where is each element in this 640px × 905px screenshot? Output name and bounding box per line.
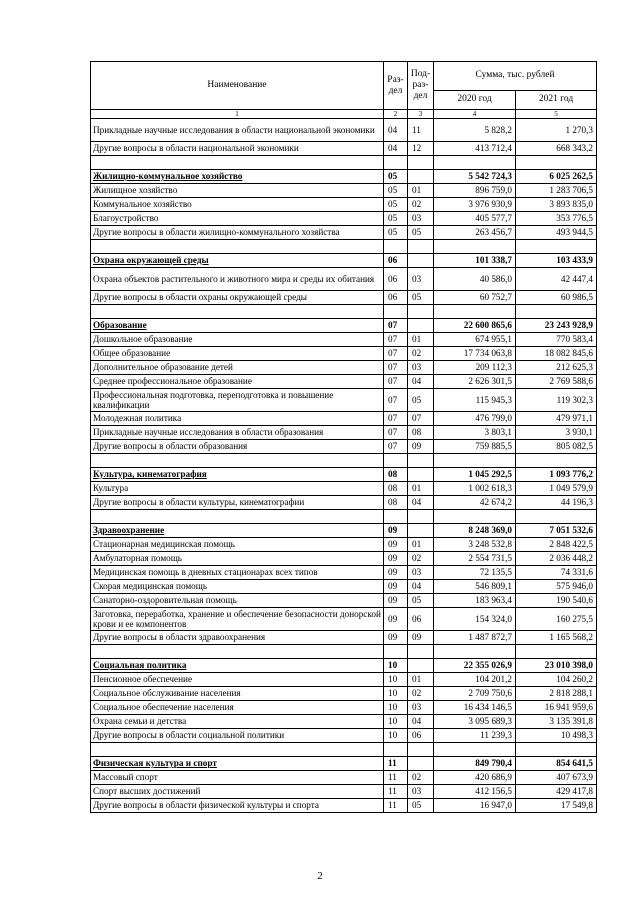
empty-cell [516, 645, 597, 659]
row-name: Заготовка, переработка, хранение и обеспечение безопасности донорской крови и ее компонентов [91, 608, 384, 631]
row-podrazdel: 05 [408, 799, 434, 813]
blank-row [91, 454, 597, 468]
row-name: Амбулаторная помощь [91, 552, 384, 566]
row-name: Физическая культура и спорт [91, 757, 384, 771]
row-amount-2020: 5 828,2 [434, 119, 516, 142]
empty-cell [434, 743, 516, 757]
row-razdel: 09 [384, 566, 408, 580]
row-amount-2021: 1 283 706,5 [516, 184, 597, 198]
row-podrazdel: 03 [408, 212, 434, 226]
table-row [91, 771, 597, 785]
row-name: Здравоохранение [91, 524, 384, 538]
row-name: Среднее профессиональное образование [91, 375, 384, 389]
row-razdel: 08 [384, 468, 408, 482]
row-name: Социальное обслуживание населения [91, 687, 384, 701]
blank-row [91, 240, 597, 254]
row-amount-2021: 493 944,5 [516, 226, 597, 240]
empty-cell [408, 156, 434, 170]
row-amount-2021: 3 135 391,8 [516, 715, 597, 729]
empty-cell [516, 510, 597, 524]
row-razdel: 06 [384, 254, 408, 268]
row-name: Охрана объектов растительного и животного мира и среды их обитания [91, 268, 384, 291]
table-row [91, 291, 597, 305]
row-amount-2021: 575 946,0 [516, 580, 597, 594]
table-row [91, 729, 597, 743]
row-podrazdel: 03 [408, 701, 434, 715]
row-name: Другие вопросы в области образования [91, 440, 384, 454]
row-name: Другие вопросы в области здравоохранения [91, 631, 384, 645]
row-amount-2021: 805 082,5 [516, 440, 597, 454]
row-amount-2020: 1 487 872,7 [434, 631, 516, 645]
row-razdel: 07 [384, 412, 408, 426]
column-number: 2 [384, 110, 408, 119]
row-name: Стационарная медицинская помощь [91, 538, 384, 552]
table-row [91, 268, 597, 291]
row-amount-2020: 22 355 026,9 [434, 659, 516, 673]
row-razdel: 04 [384, 119, 408, 142]
empty-cell [516, 240, 597, 254]
table-row [91, 608, 597, 631]
row-name: Коммунальное хозяйство [91, 198, 384, 212]
row-amount-2021: 16 941 959,6 [516, 701, 597, 715]
row-amount-2021: 190 540,6 [516, 594, 597, 608]
table-row [91, 347, 597, 361]
empty-cell [91, 454, 384, 468]
row-podrazdel: 02 [408, 198, 434, 212]
row-amount-2021: 2 769 588,6 [516, 375, 597, 389]
row-podrazdel: 05 [408, 226, 434, 240]
row-razdel: 09 [384, 631, 408, 645]
row-amount-2020: 2 554 731,5 [434, 552, 516, 566]
column-number: 3 [408, 110, 434, 119]
row-name: Культура [91, 482, 384, 496]
row-podrazdel: 09 [408, 631, 434, 645]
row-amount-2021: 407 673,9 [516, 771, 597, 785]
row-razdel: 07 [384, 426, 408, 440]
row-amount-2021: 1 270,3 [516, 119, 597, 142]
section-row [91, 254, 597, 268]
row-amount-2021: 479 971,1 [516, 412, 597, 426]
row-name: Другие вопросы в области культуры, кинематографии [91, 496, 384, 510]
empty-cell [384, 156, 408, 170]
row-razdel: 09 [384, 538, 408, 552]
row-razdel: 07 [384, 319, 408, 333]
empty-cell [91, 240, 384, 254]
row-podrazdel: 02 [408, 552, 434, 566]
empty-cell [91, 510, 384, 524]
empty-cell [408, 645, 434, 659]
row-razdel: 09 [384, 552, 408, 566]
empty-cell [91, 743, 384, 757]
blank-row [91, 156, 597, 170]
row-amount-2020: 263 456,7 [434, 226, 516, 240]
empty-cell [434, 156, 516, 170]
row-name: Прикладные научные исследования в области национальной экономики [91, 119, 384, 142]
row-razdel: 05 [384, 198, 408, 212]
empty-cell [516, 454, 597, 468]
blank-row [91, 305, 597, 319]
column-number: 5 [516, 110, 597, 119]
row-name: Охрана окружающей среды [91, 254, 384, 268]
row-podrazdel: 12 [408, 142, 434, 156]
row-razdel: 08 [384, 496, 408, 510]
table-row [91, 389, 597, 412]
row-amount-2021: 18 082 845,6 [516, 347, 597, 361]
row-podrazdel [408, 254, 434, 268]
row-amount-2020: 1 045 292,5 [434, 468, 516, 482]
row-amount-2021: 42 447,4 [516, 268, 597, 291]
row-razdel: 05 [384, 212, 408, 226]
row-podrazdel: 07 [408, 412, 434, 426]
section-row [91, 524, 597, 538]
empty-cell [516, 156, 597, 170]
row-amount-2020: 849 790,4 [434, 757, 516, 771]
row-podrazdel: 04 [408, 375, 434, 389]
row-amount-2021: 10 498,3 [516, 729, 597, 743]
row-amount-2020: 8 248 369,0 [434, 524, 516, 538]
row-podrazdel: 03 [408, 268, 434, 291]
table-row [91, 566, 597, 580]
row-amount-2021: 2 818 288,1 [516, 687, 597, 701]
row-razdel: 11 [384, 771, 408, 785]
row-podrazdel: 01 [408, 184, 434, 198]
row-amount-2020: 674 955,1 [434, 333, 516, 347]
empty-cell [384, 510, 408, 524]
row-razdel: 07 [384, 389, 408, 412]
row-amount-2020: 420 686,9 [434, 771, 516, 785]
row-podrazdel: 05 [408, 389, 434, 412]
row-name: Социальное обеспечение населения [91, 701, 384, 715]
row-podrazdel: 09 [408, 440, 434, 454]
empty-cell [434, 240, 516, 254]
table-row [91, 426, 597, 440]
header-year-2020: 2020 год [434, 90, 516, 109]
row-amount-2021: 2 848 422,5 [516, 538, 597, 552]
empty-cell [434, 305, 516, 319]
row-name: Другие вопросы в области охраны окружающей среды [91, 291, 384, 305]
row-amount-2020: 40 586,0 [434, 268, 516, 291]
row-amount-2021: 3 893 835,0 [516, 198, 597, 212]
empty-cell [434, 645, 516, 659]
empty-cell [516, 305, 597, 319]
row-podrazdel: 02 [408, 687, 434, 701]
row-razdel: 07 [384, 333, 408, 347]
row-amount-2020: 546 809,1 [434, 580, 516, 594]
row-name: Другие вопросы в области национальной экономики [91, 142, 384, 156]
row-amount-2020: 42 674,2 [434, 496, 516, 510]
empty-cell [91, 645, 384, 659]
row-razdel: 07 [384, 361, 408, 375]
row-name: Молодежная политика [91, 412, 384, 426]
section-row [91, 170, 597, 184]
row-name: Жилищно-коммунальное хозяйство [91, 170, 384, 184]
table-row [91, 552, 597, 566]
row-amount-2020: 115 945,3 [434, 389, 516, 412]
table-row [91, 440, 597, 454]
header-podrazdel: Под-раз-дел [408, 62, 434, 110]
section-row [91, 319, 597, 333]
row-amount-2021: 17 549,8 [516, 799, 597, 813]
table-row [91, 142, 597, 156]
row-amount-2020: 17 734 063,8 [434, 347, 516, 361]
row-podrazdel: 04 [408, 496, 434, 510]
row-amount-2020: 759 885,5 [434, 440, 516, 454]
empty-cell [384, 454, 408, 468]
row-amount-2021: 6 025 262,5 [516, 170, 597, 184]
row-amount-2020: 72 135,5 [434, 566, 516, 580]
row-razdel: 10 [384, 729, 408, 743]
row-amount-2020: 101 338,7 [434, 254, 516, 268]
row-amount-2020: 60 752,7 [434, 291, 516, 305]
empty-cell [408, 454, 434, 468]
table-row [91, 375, 597, 389]
row-amount-2020: 413 712,4 [434, 142, 516, 156]
row-amount-2021: 212 625,3 [516, 361, 597, 375]
row-amount-2020: 896 759,0 [434, 184, 516, 198]
row-razdel: 05 [384, 184, 408, 198]
row-razdel: 11 [384, 757, 408, 771]
row-razdel: 06 [384, 268, 408, 291]
table-row [91, 212, 597, 226]
row-name: Другие вопросы в области физической культуры и спорта [91, 799, 384, 813]
empty-cell [516, 743, 597, 757]
row-name: Медицинская помощь в дневных стационарах всех типов [91, 566, 384, 580]
row-podrazdel: 01 [408, 482, 434, 496]
empty-cell [408, 240, 434, 254]
empty-cell [384, 240, 408, 254]
header-razdel: Раз-дел [384, 62, 408, 110]
row-podrazdel [408, 659, 434, 673]
row-name: Образование [91, 319, 384, 333]
budget-table [90, 61, 597, 813]
row-razdel: 08 [384, 482, 408, 496]
table-row [91, 715, 597, 729]
row-name: Массовый спорт [91, 771, 384, 785]
row-amount-2020: 3 803,1 [434, 426, 516, 440]
row-amount-2021: 74 331,6 [516, 566, 597, 580]
empty-cell [434, 510, 516, 524]
row-podrazdel: 02 [408, 347, 434, 361]
row-amount-2021: 23 010 398,0 [516, 659, 597, 673]
table-row [91, 482, 597, 496]
row-podrazdel [408, 757, 434, 771]
row-amount-2020: 104 201,2 [434, 673, 516, 687]
row-amount-2020: 1 002 618,3 [434, 482, 516, 496]
row-razdel: 11 [384, 785, 408, 799]
row-podrazdel: 06 [408, 729, 434, 743]
row-podrazdel [408, 524, 434, 538]
empty-cell [91, 305, 384, 319]
row-amount-2020: 16 434 146,5 [434, 701, 516, 715]
row-razdel: 10 [384, 673, 408, 687]
row-razdel: 07 [384, 440, 408, 454]
row-name: Жилищное хозяйство [91, 184, 384, 198]
row-amount-2020: 209 112,3 [434, 361, 516, 375]
table-row [91, 594, 597, 608]
table-row [91, 184, 597, 198]
empty-cell [384, 645, 408, 659]
row-podrazdel: 04 [408, 580, 434, 594]
row-razdel: 10 [384, 701, 408, 715]
row-podrazdel: 01 [408, 673, 434, 687]
row-name: Прикладные научные исследования в области образования [91, 426, 384, 440]
row-razdel: 10 [384, 659, 408, 673]
row-amount-2021: 44 196,3 [516, 496, 597, 510]
row-razdel: 07 [384, 375, 408, 389]
row-amount-2021: 104 260,2 [516, 673, 597, 687]
row-name: Культура, кинематография [91, 468, 384, 482]
table-body [91, 119, 597, 813]
column-number: 4 [434, 110, 516, 119]
table-row [91, 333, 597, 347]
row-podrazdel: 11 [408, 119, 434, 142]
table-row [91, 785, 597, 799]
row-razdel: 10 [384, 687, 408, 701]
row-amount-2021: 770 583,4 [516, 333, 597, 347]
row-amount-2021: 668 343,2 [516, 142, 597, 156]
row-amount-2020: 154 324,0 [434, 608, 516, 631]
page-number: 2 [317, 870, 323, 882]
empty-cell [384, 305, 408, 319]
row-podrazdel: 08 [408, 426, 434, 440]
empty-cell [434, 454, 516, 468]
column-number: 1 [91, 110, 384, 119]
row-podrazdel: 01 [408, 333, 434, 347]
row-razdel: 09 [384, 594, 408, 608]
table-row [91, 496, 597, 510]
column-number-row [91, 110, 597, 119]
row-name: Благоустройство [91, 212, 384, 226]
blank-row [91, 645, 597, 659]
header-sum: Сумма, тыс. рублей [434, 62, 597, 91]
row-podrazdel: 03 [408, 785, 434, 799]
blank-row [91, 510, 597, 524]
table-row [91, 799, 597, 813]
row-amount-2020: 16 947,0 [434, 799, 516, 813]
row-name: Санаторно-оздоровительная помощь [91, 594, 384, 608]
table-row [91, 701, 597, 715]
row-amount-2020: 5 542 724,3 [434, 170, 516, 184]
row-podrazdel: 06 [408, 608, 434, 631]
row-amount-2021: 854 641,5 [516, 757, 597, 771]
row-amount-2021: 353 776,5 [516, 212, 597, 226]
row-amount-2020: 183 963,4 [434, 594, 516, 608]
row-amount-2021: 3 930,1 [516, 426, 597, 440]
row-razdel: 11 [384, 799, 408, 813]
blank-row [91, 743, 597, 757]
table-row [91, 198, 597, 212]
row-podrazdel [408, 319, 434, 333]
section-row [91, 757, 597, 771]
row-name: Пенсионное обеспечение [91, 673, 384, 687]
table-row [91, 580, 597, 594]
row-name: Социальная политика [91, 659, 384, 673]
empty-cell [91, 156, 384, 170]
row-amount-2021: 60 986,5 [516, 291, 597, 305]
table-row [91, 119, 597, 142]
row-razdel: 07 [384, 347, 408, 361]
row-amount-2020: 3 248 532,8 [434, 538, 516, 552]
empty-cell [408, 510, 434, 524]
row-name: Охрана семьи и детства [91, 715, 384, 729]
row-amount-2020: 476 799,0 [434, 412, 516, 426]
row-amount-2021: 2 036 448,2 [516, 552, 597, 566]
row-name: Дошкольное образование [91, 333, 384, 347]
row-razdel: 09 [384, 524, 408, 538]
row-amount-2021: 103 433,9 [516, 254, 597, 268]
row-amount-2021: 1 093 776,2 [516, 468, 597, 482]
row-name: Общее образование [91, 347, 384, 361]
table-row [91, 412, 597, 426]
row-amount-2021: 160 275,5 [516, 608, 597, 631]
table-row [91, 361, 597, 375]
row-podrazdel: 03 [408, 566, 434, 580]
row-amount-2020: 11 239,3 [434, 729, 516, 743]
empty-cell [408, 743, 434, 757]
table-row [91, 673, 597, 687]
row-razdel: 10 [384, 715, 408, 729]
row-amount-2021: 119 302,3 [516, 389, 597, 412]
row-podrazdel [408, 468, 434, 482]
row-podrazdel: 01 [408, 538, 434, 552]
row-amount-2020: 3 976 930,9 [434, 198, 516, 212]
row-amount-2021: 23 243 928,9 [516, 319, 597, 333]
row-razdel: 04 [384, 142, 408, 156]
row-amount-2021: 429 417,8 [516, 785, 597, 799]
row-razdel: 09 [384, 580, 408, 594]
row-amount-2021: 7 051 532,6 [516, 524, 597, 538]
row-name: Спорт высших достижений [91, 785, 384, 799]
row-podrazdel: 03 [408, 361, 434, 375]
table-row [91, 631, 597, 645]
row-podrazdel: 05 [408, 594, 434, 608]
row-podrazdel [408, 170, 434, 184]
row-amount-2020: 412 156,5 [434, 785, 516, 799]
row-amount-2020: 3 095 689,3 [434, 715, 516, 729]
row-razdel: 06 [384, 291, 408, 305]
row-razdel: 05 [384, 170, 408, 184]
header-name: Наименование [91, 62, 384, 110]
row-amount-2020: 2 626 301,5 [434, 375, 516, 389]
row-amount-2020: 2 709 750,6 [434, 687, 516, 701]
row-name: Другие вопросы в области социальной политики [91, 729, 384, 743]
row-name: Другие вопросы в области жилищно-коммунального хозяйства [91, 226, 384, 240]
empty-cell [408, 305, 434, 319]
row-name: Профессиональная подготовка, переподготовка и повышение квалификации [91, 389, 384, 412]
section-row [91, 659, 597, 673]
row-amount-2020: 22 600 865,6 [434, 319, 516, 333]
header-year-2021: 2021 год [516, 90, 597, 109]
table-row [91, 538, 597, 552]
section-row [91, 468, 597, 482]
row-podrazdel: 02 [408, 771, 434, 785]
row-amount-2021: 1 049 579,9 [516, 482, 597, 496]
row-razdel: 05 [384, 226, 408, 240]
table-row [91, 687, 597, 701]
row-podrazdel: 05 [408, 291, 434, 305]
row-amount-2020: 405 577,7 [434, 212, 516, 226]
row-amount-2021: 1 165 568,2 [516, 631, 597, 645]
row-podrazdel: 04 [408, 715, 434, 729]
row-name: Дополнительное образование детей [91, 361, 384, 375]
row-razdel: 09 [384, 608, 408, 631]
table-row [91, 226, 597, 240]
empty-cell [384, 743, 408, 757]
row-name: Скорая медицинская помощь [91, 580, 384, 594]
